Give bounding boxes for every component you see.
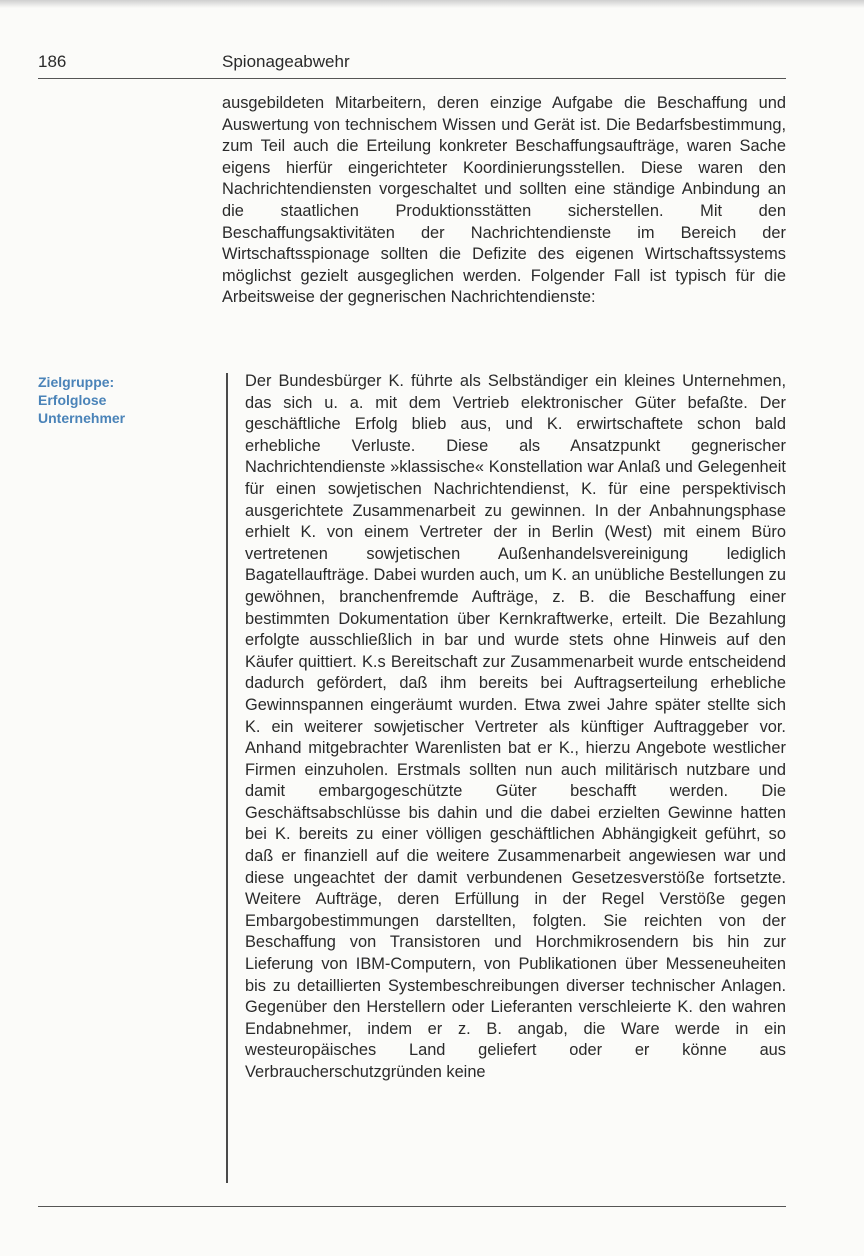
page-top-shadow xyxy=(0,0,864,8)
case-sidebar-rule xyxy=(226,373,228,1183)
margin-note-line: Erfolglose xyxy=(38,392,107,408)
margin-note-line: Unternehmer xyxy=(38,410,126,426)
footer-rule xyxy=(38,1206,786,1207)
margin-note xyxy=(38,373,188,427)
case-paragraph: Der Bundesbürger K. führte als Selbständiger ein kleines Unternehmen, das sich u. a. mit dem Vertrieb elektronischer Güter befaßte. Der geschäftliche Erfolg blieb aus, und K. erwirtschaftete schon bald erhebliche Verluste. Diese als Ansatzpunkt gegnerischer Nachrichtendienste »klassische« Konstellation war Anlaß und Gelegenheit für einen sowjetischen Nachrichtendienst, K. für eine perspektivisch ausgerichtete Zusammenarbeit zu gewinnen. In der Anbahnungsphase erhielt K. von einem Vertreter der in Berlin (West) mit einem Büro vertretenen sowjetischen Außenhandelsvereinigung lediglich Bagatellaufträge. Dabei wurden auch, um K. an unübliche Bestellungen zu gewöhnen, branchenfremde Aufträge, z. B. die Beschaffung einer bestimmten Dokumentation über Kernkraftwerke, erteilt. Die Bezahlung erfolgte ausschließlich in bar und wurde stets ohne Hinweis auf den Käufer quittiert. K.s Bereitschaft zur Zusammenarbeit wurde entscheidend dadurch gefördert, daß ihm bereits bei Auftragserteilung erhebliche Gewinnspannen eingeräumt wurden. Etwa zwei Jahre später stellte sich K. ein weiterer sowjetischer Vertreter als künftiger Auftraggeber vor. Anhand mitgebrachter Warenlisten bat er K., hierzu Angebote westlicher Firmen einzuholen. Erstmals sollten nun auch militärisch nutzbare und damit embargogeschützte Güter beschafft werden. Die Geschäftsabschlüsse bis dahin und die dabei erzielten Gewinne hatten bei K. bereits zu einer völligen geschäftlichen Abhängigkeit geführt, so daß er finanziell auf die weitere Zusammenarbeit angewiesen war und diese ungeachtet der damit verbundenen Gesetzesverstöße fortsetzte. Weitere Aufträge, deren Erfüllung in der Regel Verstöße gegen Embargobestimmungen darstellten, folgten. Sie reichten von der Beschaffung von Transistoren und Horchmikrosendern bis hin zur Lieferung von IBM-Computern, von Publikationen über Messeneuheiten bis zu detaillierten Systembeschreibungen diverser technischer Anlagen. Gegenüber den Herstellern oder Lieferanten verschleierte K. den wahren Endabnehmer, indem er z. B. angab, die Ware werde in ein westeuropäisches Land geliefert oder er könne aus Verbraucherschutzgründen keine xyxy=(245,372,786,1081)
running-title: Spionageabwehr xyxy=(222,52,350,71)
header-rule xyxy=(38,78,786,79)
margin-note-line: Zielgruppe: xyxy=(38,374,115,390)
intro-paragraph: ausgebildeten Mitarbeitern, deren einzige Aufgabe die Beschaffung und Auswertung von technischem Wissen und Gerät ist. Die Bedarfsbestimmung, zum Teil auch die Erteilung konkreter Beschaffungsaufträge, waren Sache eigens hierfür eingerichteter Koordinierungsstellen. Diese waren den Nachrichtendiensten vorgeschaltet und sollten eine ständige Anbindung an die staatlichen Produktionsstätten sicherstellen. Mit den Beschaffungsaktivitäten der Nachrichtendienste im Bereich der Wirtschaftsspionage sollten die Defizite des eigenen Wirtschaftssystems möglichst gezielt ausgeglichen werden. Folgender Fall ist typisch für die Arbeitsweise der gegnerischen Nachrichtendienste: xyxy=(222,94,786,307)
page-number: 186 xyxy=(38,52,67,71)
